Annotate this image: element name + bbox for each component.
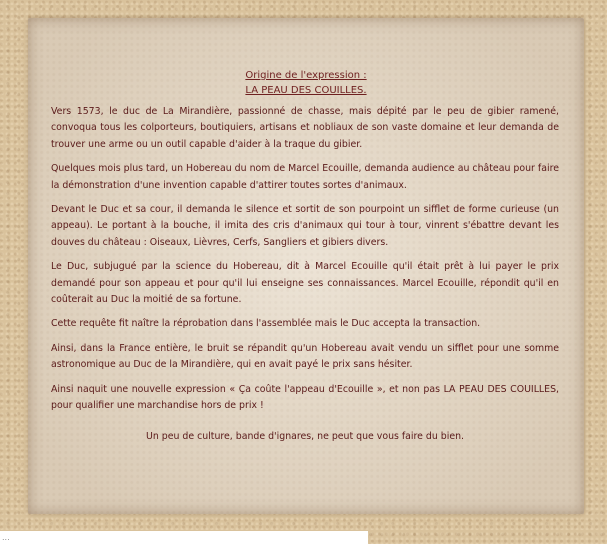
paragraph-7: Ainsi naquit une nouvelle expression « Ça coûte l'appeau d'Ecouille », et non pas LA PEAU DES COUILLES, pour qualifier une marchandise hors de prix ! — [51, 383, 559, 412]
paragraph-6: Ainsi, dans la France entière, le bruit se répandit qu'un Hobereau avait vendu un sifflet pour une somme astronomique au Duc de la Mirandière, qui en avait payé le prix sans hésiter. — [51, 342, 559, 371]
footer-strip — [0, 531, 368, 544]
title-line-2: LA PEAU DES COUILLES. — [245, 85, 367, 96]
paragraph-4: Le Duc, subjugué par la science du Hobereau, dit à Marcel Ecouille qu'il était prêt à lui payer le prix demandé pour son appeau et pour qu'il lui enseigne ses connaissances. Marcel Ecouille, répondit qu'il en coûterait au Duc la moitié de sa fortune. — [51, 261, 559, 306]
paragraph-5: Cette requête fit naître la réprobation dans l'assemblée mais le Duc accepta la transaction. — [51, 318, 481, 330]
title-line-1: Origine de l'expression : — [245, 70, 367, 81]
text-body — [51, 104, 559, 453]
paragraph-2: Quelques mois plus tard, un Hobereau du nom de Marcel Ecouille, demanda audience au château pour faire la démonstration d'une invention capable d'attirer toutes sortes d'animaux. — [51, 163, 559, 191]
paragraph-1: Vers 1573, le duc de La Mirandière, passionné de chasse, mais dépité par le peu de gibier ramené, convoqua tous les colporteurs, boutiquiers, artisans et nobliaux de son vaste domaine et leur demanda de trouver une arme ou un outil capable d'aider à la traque du gibier. — [51, 106, 559, 150]
parchment-sheet — [28, 18, 584, 514]
title-block — [28, 68, 584, 98]
footer-text: ... — [2, 533, 10, 542]
paragraph-3: Devant le Duc et sa cour, il demanda le silence et sortit de son pourpoint un sifflet de forme curieuse (un appeau). Le portant à la bouche, il imita des cris d'animaux qui tour à tour, vinrent s'ébattre devant les douves du château : Oiseaux, Lièvres, Cerfs, Sangliers et gibiers divers. — [51, 204, 559, 248]
closing-line: Un peu de culture, bande d'ignares, ne peut que vous faire du bien. — [145, 430, 465, 442]
